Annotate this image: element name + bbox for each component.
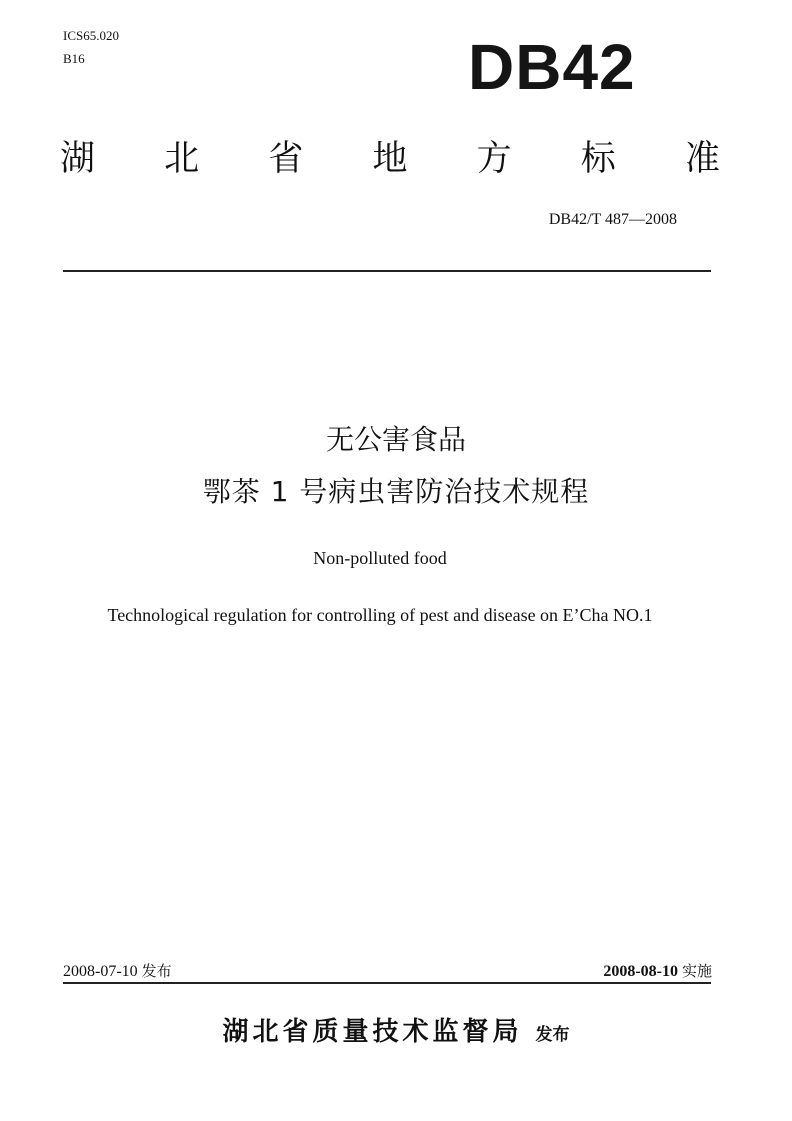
- standard-type-char: 方: [476, 139, 512, 179]
- title-en-line2: Technological regulation for controlling of pest and disease on E’Cha NO.1: [107, 605, 653, 625]
- publisher-verb: 发布: [535, 1025, 570, 1045]
- ccs-code: B16: [63, 51, 85, 66]
- header-divider: [63, 270, 711, 272]
- publisher-line: [0, 1012, 792, 1055]
- implement-date-block: [603, 960, 712, 983]
- publisher-name: 湖北省质量技术监督局: [222, 1017, 523, 1047]
- db-logo: DB42: [468, 31, 636, 103]
- issue-date: 2008-07-10: [63, 963, 138, 980]
- title-cn-line1: 无公害食品: [325, 423, 466, 456]
- standard-type-char: 湖: [60, 139, 96, 179]
- title-cn-line2: 鄂茶 1 号病虫害防治技术规程: [202, 475, 590, 508]
- implement-date: 2008-08-10: [603, 963, 678, 980]
- standard-type-heading: [60, 135, 720, 183]
- standard-type-char: 省: [268, 139, 304, 179]
- issue-date-block: [63, 960, 172, 983]
- standard-type-char: 地: [372, 139, 408, 179]
- title-en-line1: Non-polluted food: [313, 548, 447, 568]
- standard-type-char: 准: [684, 139, 720, 179]
- ics-code: ICS65.020: [63, 28, 119, 43]
- footer-divider: [63, 982, 711, 984]
- standard-number: DB42/T 487—2008: [548, 211, 677, 228]
- implement-label: 实施: [681, 962, 712, 980]
- standard-type-char: 北: [164, 139, 200, 179]
- issue-label: 发布: [141, 962, 172, 980]
- standard-type-char: 标: [580, 139, 616, 179]
